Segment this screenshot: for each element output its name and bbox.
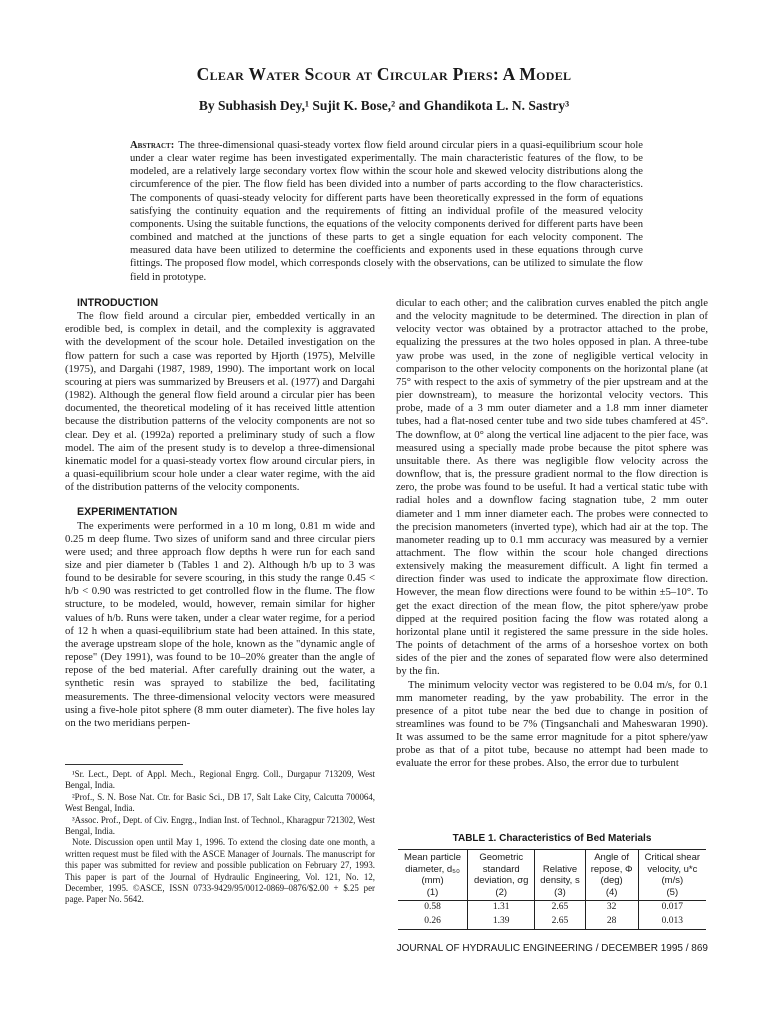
table-cell: 1.39 (468, 915, 535, 929)
page-footer: JOURNAL OF HYDRAULIC ENGINEERING / DECEMBER 1995 / 869 (396, 943, 708, 954)
table-cell: 2.65 (535, 915, 585, 929)
table-row (398, 915, 706, 929)
table-cell: 28 (585, 915, 638, 929)
paper-authors: By Subhasish Dey,¹ Sujit K. Bose,² and Ghandikota L. N. Sastry³ (198, 98, 570, 113)
footnote-note: Note. Discussion open until May 1, 1996. To extend the closing date one month, a written request must be filed with the ASCE Manager of Journals. The manuscript for this paper was submitted for review and possible publication on February 27, 1993. This paper is part of the Journal of Hydraulic Engineering, Vol. 121, No. 12, December, 1995. ©ASCE, ISSN 0733-9429/95/0012-0869–0876/$2.00 + $.25 per page. Paper No. 5642. (65, 837, 375, 905)
table-header-cell: Relative density, s (3) (535, 850, 585, 901)
abstract-text: The three-dimensional quasi-steady vortex flow field around circular piers in a quasi-equilibrium scour hole under a clear water regime has been investigated experimentally. The main characteristic features of the flow, to be modeled, are a relatively large secondary vortex flow within the scour hole and skewed velocity distributions along the circumference of the pier. The flow field has been divided into a number of parts according to the flow characteristics. The components of quasi-steady velocity for different parts have been theoretically expressed in the form of equations satisfying the continuity equation and the requirements of fitting an individual profile of the measured velocity components. Using the suitable functions, the equations of the velocity components derived for different parts have been combined and matched at the junctions of these parts to get a single equation for each velocity component. The measured data have been utilized to determine the coefficients and exponents used in these equations through curve fittings. The proposed flow model, which corresponds closely with the observations, can be utilized to simulate the flow field in prototype. (130, 140, 643, 283)
left-column (65, 297, 375, 730)
table-cell: 2.65 (535, 901, 585, 915)
table-header-cell: Mean particle diameter, d₅₀ (mm) (1) (398, 850, 468, 901)
table-header-row (398, 850, 706, 901)
table-cell: 1.31 (468, 901, 535, 915)
table-header-cell: Geometric standard deviation, σg (2) (468, 850, 535, 901)
footnote-rule (65, 764, 183, 765)
table-1 (398, 849, 706, 930)
footnote-3: ³Assoc. Prof., Dept. of Civ. Engrg., Indian Inst. of Technol., Kharagpur 721302, West Bengal, India. (65, 814, 375, 837)
table-row (398, 901, 706, 915)
introduction-heading: INTRODUCTION (77, 297, 159, 309)
experimentation-paragraph: The experiments were performed in a 10 m long, 0.81 m wide and 0.25 m deep flume. Two sizes of uniform sand and three circular piers were used; and three approach flow depths h were run for each sand size and pier diameter b (Tables 1 and 2). Although h/b up to 3 was found to be desirable for severe scouring, in this study the range 0.45 < h/b < 0.90 was restricted to get controlled flow in the flume. The flow structure, to be modeled, would, however, remain similar for higher values of h/b. Runs were taken, under a clear water regime, for a period of 12 h when a quasi-equilibrium state had been attained. In this state, the average upstream slope of the hole, known as the "dynamic angle of repose" (Dey 1991), was found to be 10–20% greater than the angle of repose of the bed material. After carefully draining out the water, a synthetic resin was sprayed to stabilize the bed, facilitating measurements. The three-dimensional velocity vectors were measured using a five-hole pitot sphere (8 mm outer diameter). The five holes lay on the two meridians perpen- (65, 519, 375, 729)
table-cell: 0.58 (424, 902, 441, 913)
table-header-cell: Angle of repose, Φ (deg) (4) (585, 850, 638, 901)
footnote-2: ²Prof., S. N. Bose Nat. Ctr. for Basic Sci., DB 17, Salt Lake City, Calcutta 700064, West Bengal, India. (65, 791, 375, 814)
right-paragraph-2: The minimum velocity vector was registered to be 0.04 m/s, for 0.1 mm manometer reading, by the yaw probability. The error in the presence of a pitot tube near the bed due to change in position of streamlines was found to be 7% (Tingsanchali and Maheswaran 1990). It was assumed to be the same error magnitude for a pitot sphere/yaw probe as that of a pitot tube, because no attempt had been made to evaluate the error for these probes. Also, the error due to turbulent (396, 678, 708, 770)
footnotes (65, 764, 375, 906)
table-cell: 0.26 (398, 915, 468, 929)
right-paragraph-1: dicular to each other; and the calibration curves enabled the pitch angle and the velocity magnitude to be determined. The direction in plan of velocity vector was obtained by a protractor attached to the probe, equalizing the pressures at the two holes opposed in plan. A three-tube yaw probe was used, in the zone of negligible vertical velocity in comparison to the other velocity components on the horizontal plane (at 75° with respect to the axis of symmetry of the pier upstream and at the pier downstream), to measure the horizontal velocity vectors. This probe, made of a 3 mm outer diameter and a 1.8 mm inner diameter tubes, had a flat-nosed center tube and two side tubes chamfered at 45°. The downflow, at 0° along the vertical line adjacent to the pier face, was measured using a specially made probe because the pitot sphere was unsuitable there. As there was negligible flow velocity across the downflow, that is, the pressure gradient normal to the flow direction is zero, the probe was found to be useful. It had a vertical static tube with radial holes and a downflow facing stagnation tube, 2 mm outer diameter and 1 mm inner diameter each. The probes were connected to the precision manometers (inverted type), which had air at the top. The manometer reading up to 0.1 mm accuracy was measured by a vernier attachment. The flow within the scour hole changed directions extensively making the measurement difficult. A light fin termed a direction finder was used to indicate the approximate flow direction. However, the mean flow directions were found to be within ±5–10°. To get the exact direction of the mean flow, the pitot sphere/yaw probe dipped at the required position facing the flow was rotated along a horizontal plane until it registered the same pressure in the side holes. The points of detachment of the arms of a horseshoe vortex on both sides of the pier and the zones of separated flow were also determined by the fin. (396, 297, 708, 678)
footnote-1: ¹Sr. Lect., Dept. of Appl. Mech., Regional Engrg. Coll., Durgapur 713209, West Bengal, India. (65, 769, 375, 791)
paper-title: Clear Water Scour at Circular Piers: A Model (196, 64, 572, 84)
experimentation-heading: EXPERIMENTATION (77, 506, 178, 519)
right-column (396, 297, 708, 771)
table-cell: 0.017 (638, 901, 706, 915)
table-1-caption: TABLE 1. Characteristics of Bed Materials (452, 833, 652, 844)
abstract-block (130, 139, 643, 284)
table-cell: 32 (585, 901, 638, 915)
table-cell: 0.013 (638, 915, 706, 929)
abstract-label: Abstract: (130, 140, 175, 151)
introduction-paragraph: The flow field around a circular pier, embedded vertically in an erodible bed, is complex in detail, and the complexity is aggravated with the development of the scour hole. Detailed investigation on the flow pattern for such a case was reported by Hjorth (1975), Melville (1975), and Dargahi (1987, 1989, 1990). The important work on local scouring at piers was summarized by Breusers et al. (1977) and Dargahi (1982). Although the general flow field around a circular pier has been documented, the theoretical modeling of it has received little attention because the distribution patterns of the velocity components are not so clear. Dey et al. (1992a) reported a preliminary study of such a flow model. The aim of the present study is to develop a three-dimensional kinematic model for a quasi-steady vortex flow around circular piers, in a quasi-equilibrium scour hole under a clear water regime, with the aid of the distribution patterns of the velocity components. (65, 310, 375, 494)
table-header-cell: Critical shear velocity, u*c (m/s) (5) (638, 850, 706, 901)
